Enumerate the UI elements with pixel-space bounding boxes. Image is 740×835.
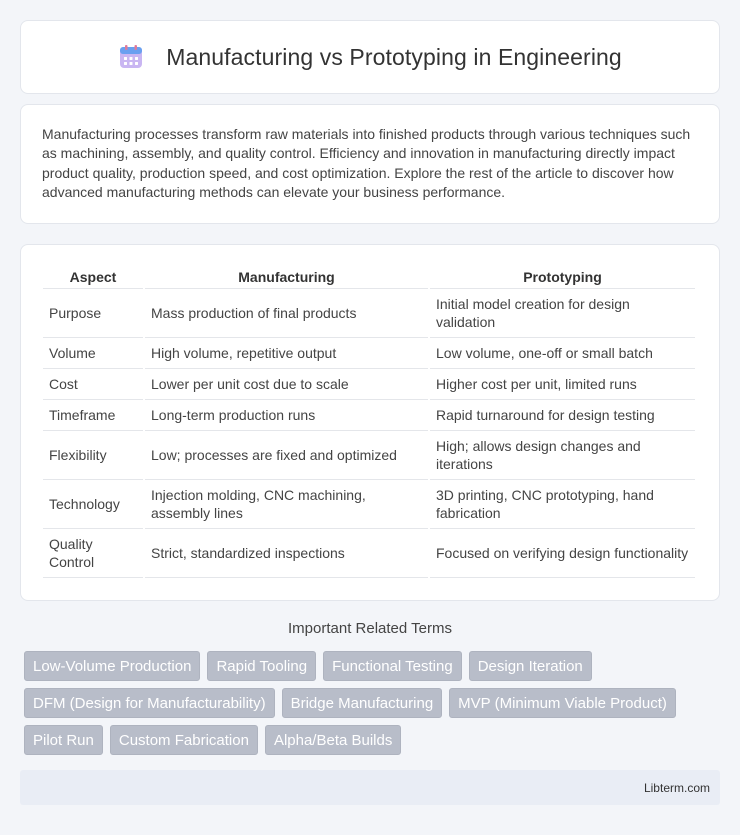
intro-text: Manufacturing processes transform raw materials into finished products through various techniques such as machining, assembly, and quality control. Efficiency and innovation in manufacturing directly impact product quality, production speed, and cost optimization. Explore the rest of the article to discover how advanced manufacturing methods can elevate your business performance.	[42, 126, 691, 201]
table-cell: Focused on verifying design functionality	[430, 529, 695, 578]
footer	[20, 770, 720, 805]
tag-low-volume-production[interactable]: Low-Volume Production	[24, 651, 200, 681]
table-row	[43, 400, 695, 431]
tag-pilot-run[interactable]: Pilot Run	[24, 725, 103, 755]
calendar-icon	[118, 44, 144, 70]
table-cell: Technology	[43, 480, 143, 529]
related-terms-title: Important Related Terms	[288, 620, 452, 637]
table-cell: Lower per unit cost due to scale	[145, 369, 428, 400]
table-cell: Mass production of final products	[145, 289, 428, 338]
table-cell: Cost	[43, 369, 143, 400]
intro-card	[20, 104, 720, 224]
table-cell: High volume, repetitive output	[145, 338, 428, 369]
table-row	[43, 369, 695, 400]
footer-site-link[interactable]: Libterm.com	[643, 780, 710, 795]
column-header: Prototyping	[430, 265, 695, 289]
table-row	[43, 289, 695, 338]
table-cell: Volume	[43, 338, 143, 369]
header-card	[20, 20, 720, 94]
related-terms-tags	[20, 651, 720, 755]
tag-functional-testing[interactable]: Functional Testing	[323, 651, 462, 681]
tag-custom-fabrication[interactable]: Custom Fabrication	[110, 725, 258, 755]
tag-dfm[interactable]: DFM (Design for Manufacturability)	[24, 688, 275, 718]
column-header: Manufacturing	[145, 265, 428, 289]
comparison-table	[41, 265, 697, 578]
table-cell: Purpose	[43, 289, 143, 338]
table-row	[43, 338, 695, 369]
tag-bridge-manufacturing[interactable]: Bridge Manufacturing	[282, 688, 443, 718]
related-terms-section	[20, 620, 720, 755]
column-header: Aspect	[43, 265, 143, 289]
table-cell: Low volume, one-off or small batch	[430, 338, 695, 369]
table-cell: Higher cost per unit, limited runs	[430, 369, 695, 400]
table-cell: 3D printing, CNC prototyping, hand fabrication	[430, 480, 695, 529]
tag-alpha-beta-builds[interactable]: Alpha/Beta Builds	[265, 725, 401, 755]
tag-rapid-tooling[interactable]: Rapid Tooling	[207, 651, 316, 681]
table-cell: Low; processes are fixed and optimized	[145, 431, 428, 480]
tag-mvp[interactable]: MVP (Minimum Viable Product)	[449, 688, 676, 718]
table-cell: Rapid turnaround for design testing	[430, 400, 695, 431]
table-cell: Flexibility	[43, 431, 143, 480]
table-cell: Long-term production runs	[145, 400, 428, 431]
comparison-table-card	[20, 244, 720, 601]
table-cell: Quality Control	[43, 529, 143, 578]
table-row	[43, 431, 695, 480]
page-title: Manufacturing vs Prototyping in Engineering	[166, 43, 622, 70]
table-header-row	[43, 265, 695, 289]
table-cell: High; allows design changes and iterations	[430, 431, 695, 480]
table-cell: Timeframe	[43, 400, 143, 431]
table-cell: Initial model creation for design validation	[430, 289, 695, 338]
table-cell: Injection molding, CNC machining, assembly lines	[145, 480, 428, 529]
table-cell: Strict, standardized inspections	[145, 529, 428, 578]
table-row	[43, 529, 695, 578]
tag-design-iteration[interactable]: Design Iteration	[469, 651, 592, 681]
table-row	[43, 480, 695, 529]
